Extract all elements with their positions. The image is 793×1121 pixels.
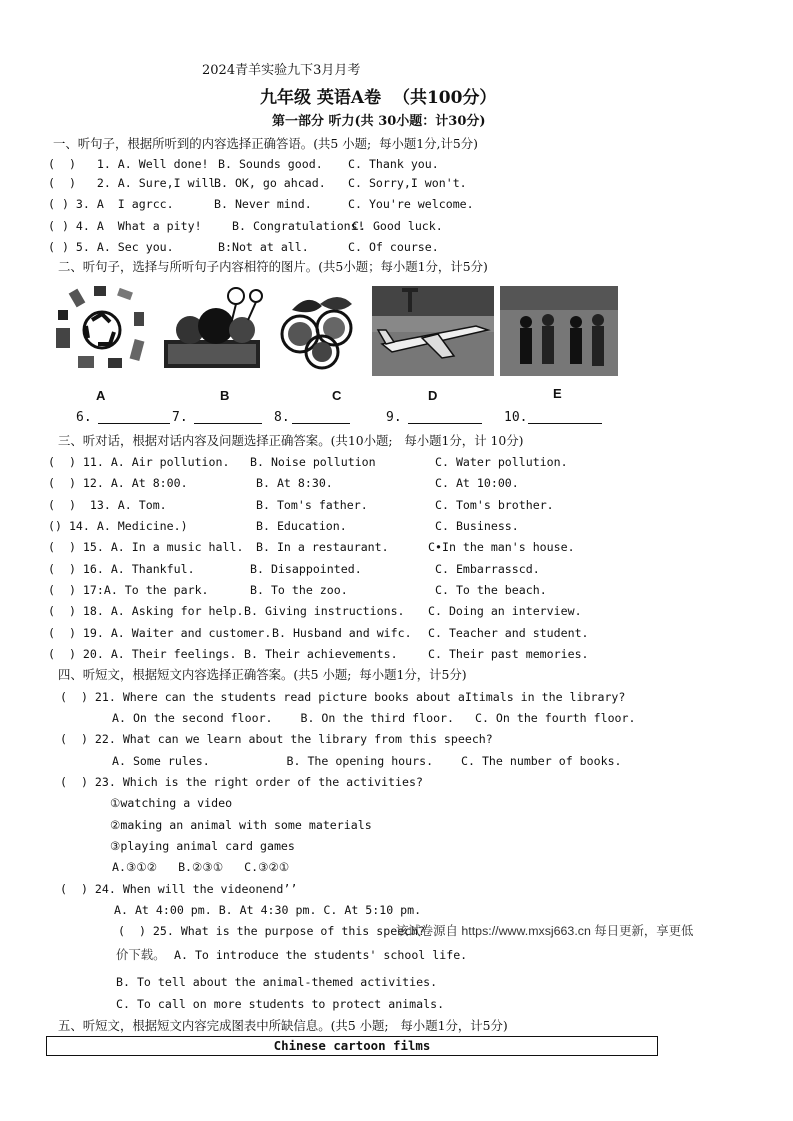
q4-b: B. Congratulations! [232, 219, 365, 233]
picture-label-b: B [220, 388, 230, 403]
exam-line: 2024青羊实验九下3月月考 [202, 63, 361, 78]
q21-options: A. On the second floor. B. On the third floor. C. On the fourth floor. [112, 711, 636, 725]
q19-b: B. Husband and wifc. [272, 626, 412, 640]
q1-a: ( ) 1. A. Well done! [48, 157, 209, 171]
q17-c: C. To the beach. [435, 583, 547, 597]
q25-stem: ( ) 25. What is the purpose of this speech? [118, 924, 426, 938]
cartoon-films-table-header [46, 1036, 658, 1056]
answer-blank-7[interactable] [194, 411, 262, 424]
q21-stem: ( ) 21. Where can the students read picture books about aItimals in the library? [60, 690, 626, 704]
q14-a: () 14. A. Medicine.) [48, 519, 188, 533]
q11-c: C. Water pollution. [435, 455, 568, 469]
page-title: 九年级 英语A卷 （共100分） [260, 88, 497, 108]
answer-blank-9[interactable] [408, 411, 482, 424]
q23-item-1: ①watching a video [110, 796, 233, 810]
q5-c: C. Of course. [348, 240, 439, 254]
blank-label-6: 6. [76, 410, 92, 425]
q17-b: B. To the zoo. [250, 583, 348, 597]
q13-c: C. Tom's brother. [435, 498, 554, 512]
q17-a: ( ) 17:A. To the park. [48, 583, 209, 597]
section3-heading: 三、听对话，根据对话内容及问题选择正确答案。(共10小题; 每小题1分，计 10分) [58, 433, 524, 448]
q18-b: B. Giving instructions. [244, 604, 405, 618]
q11-b: B. Noise pollution [250, 455, 376, 469]
q12-a: ( ) 12. A. At 8:00. [48, 476, 188, 490]
q20-c: C. Their past memories. [428, 647, 589, 661]
q12-c: C. At 10:00. [435, 476, 519, 490]
q23-options: A.③①② B.②③① C.③②① [112, 860, 290, 874]
q15-c: C•In the man's house. [428, 540, 575, 554]
q3-b: B. Never mind. [214, 197, 312, 211]
q16-c: C. Embarrasscd. [435, 562, 540, 576]
q1-c: C. Thank you. [348, 157, 439, 171]
q25-option-b: B. To tell about the animal-themed activities. [116, 975, 438, 989]
q4-a: ( ) 4. A What a pity! [48, 219, 202, 233]
blank-label-8: 8. [274, 410, 290, 425]
source-watermark-tail: 价下载。 [116, 948, 166, 962]
q18-c: C. Doing an interview. [428, 604, 582, 618]
q5-b: B:Not at all. [218, 240, 309, 254]
q23-stem: ( ) 23. Which is the right order of the activities? [60, 775, 423, 789]
answer-blank-8[interactable] [292, 411, 350, 424]
recycle-picture [52, 284, 152, 376]
section4-heading: 四、听短文，根据短文内容选择正确答案。(共5 小题; 每小题1分，计5分) [58, 667, 467, 682]
table-title: Chinese cartoon films [273, 1038, 431, 1053]
q14-c: C. Business. [435, 519, 519, 533]
q11-a: ( ) 11. A. Air pollution. [48, 455, 230, 469]
q4-c: C. Good luck. [352, 219, 443, 233]
q22-options: A. Some rules. B. The opening hours. C. The number of books. [112, 754, 622, 768]
q20-a: ( ) 20. A. Their feelings. [48, 647, 237, 661]
picture-label-c: C [332, 388, 342, 403]
q23-item-3: ③playing animal card games [110, 839, 295, 853]
q23-item-2: ②making an animal with some materials [110, 818, 372, 832]
q19-c: C. Teacher and student. [428, 626, 589, 640]
source-watermark-text: 该试卷源自 https://www.mxsj663.cn 每日更新，享更低 [396, 924, 694, 938]
q12-b: B. At 8:30. [256, 476, 333, 490]
section5-heading: 五、听短文，根据短文内容完成图表中所缺信息。(共5 小题; 每小题1分，计5分) [58, 1018, 508, 1033]
q3-c: C. You're welcome. [348, 197, 474, 211]
q20-b: B. Their achievements. [244, 647, 398, 661]
blank-label-9: 9. [386, 410, 402, 425]
oranges-picture [272, 290, 362, 370]
answer-blank-6[interactable] [98, 411, 170, 424]
blank-label-10: 10. [504, 410, 528, 425]
q1-b: B. Sounds good. [218, 157, 323, 171]
q13-a: ( ) 13. A. Tom. [48, 498, 167, 512]
q2-c: C. Sorry,I won't. [348, 176, 467, 190]
q25-option-c: C. To call on more students to protect animals. [116, 997, 445, 1011]
q24-stem: ( ) 24. When will the videonend’’ [60, 882, 298, 896]
q15-b: B. In a restaurant. [256, 540, 389, 554]
q19-a: ( ) 19. A. Waiter and customer. [48, 626, 272, 640]
q14-b: B. Education. [256, 519, 347, 533]
airplane-picture [372, 286, 494, 376]
q15-a: ( ) 15. A. In a music hall. [48, 540, 244, 554]
q22-stem: ( ) 22. What can we learn about the library from this speech? [60, 732, 493, 746]
q24-options: A. At 4:00 pm. B. At 4:30 pm. C. At 5:10 pm. [114, 903, 422, 917]
blank-label-7: 7. [172, 410, 188, 425]
section2-heading: 二、听句子，选择与所听句子内容相符的图片。(共5小题；每小题1分，计5分) [58, 259, 488, 274]
part-one-heading: 第一部分 听力(共 30小题：计30分) [272, 114, 486, 129]
picture-label-d: D [428, 388, 438, 403]
q2-b: B. OK, go ahcad. [214, 176, 326, 190]
q2-a: ( ) 2. A. Sure,I will. [48, 176, 223, 190]
q16-b: B. Disappointed. [250, 562, 362, 576]
people-picture [500, 286, 618, 376]
q16-a: ( ) 16. A. Thankful. [48, 562, 195, 576]
q25-option-a: A. To introduce the students' school life. [174, 948, 468, 962]
picture-label-e: E [553, 386, 562, 401]
answer-blank-10[interactable] [528, 411, 602, 424]
q5-a: ( ) 5. A. Sec you. [48, 240, 174, 254]
fruit-stall-picture [160, 284, 264, 376]
q18-a: ( ) 18. A. Asking for help. [48, 604, 244, 618]
picture-label-a: A [96, 388, 106, 403]
q13-b: B. Tom's father. [256, 498, 368, 512]
q3-a: ( ) 3. A I agrcc. [48, 197, 174, 211]
section1-heading: 一、听句子，根据所听到的内容选择正确答语。(共5 小题; 每小题1分,计5分) [53, 136, 478, 151]
